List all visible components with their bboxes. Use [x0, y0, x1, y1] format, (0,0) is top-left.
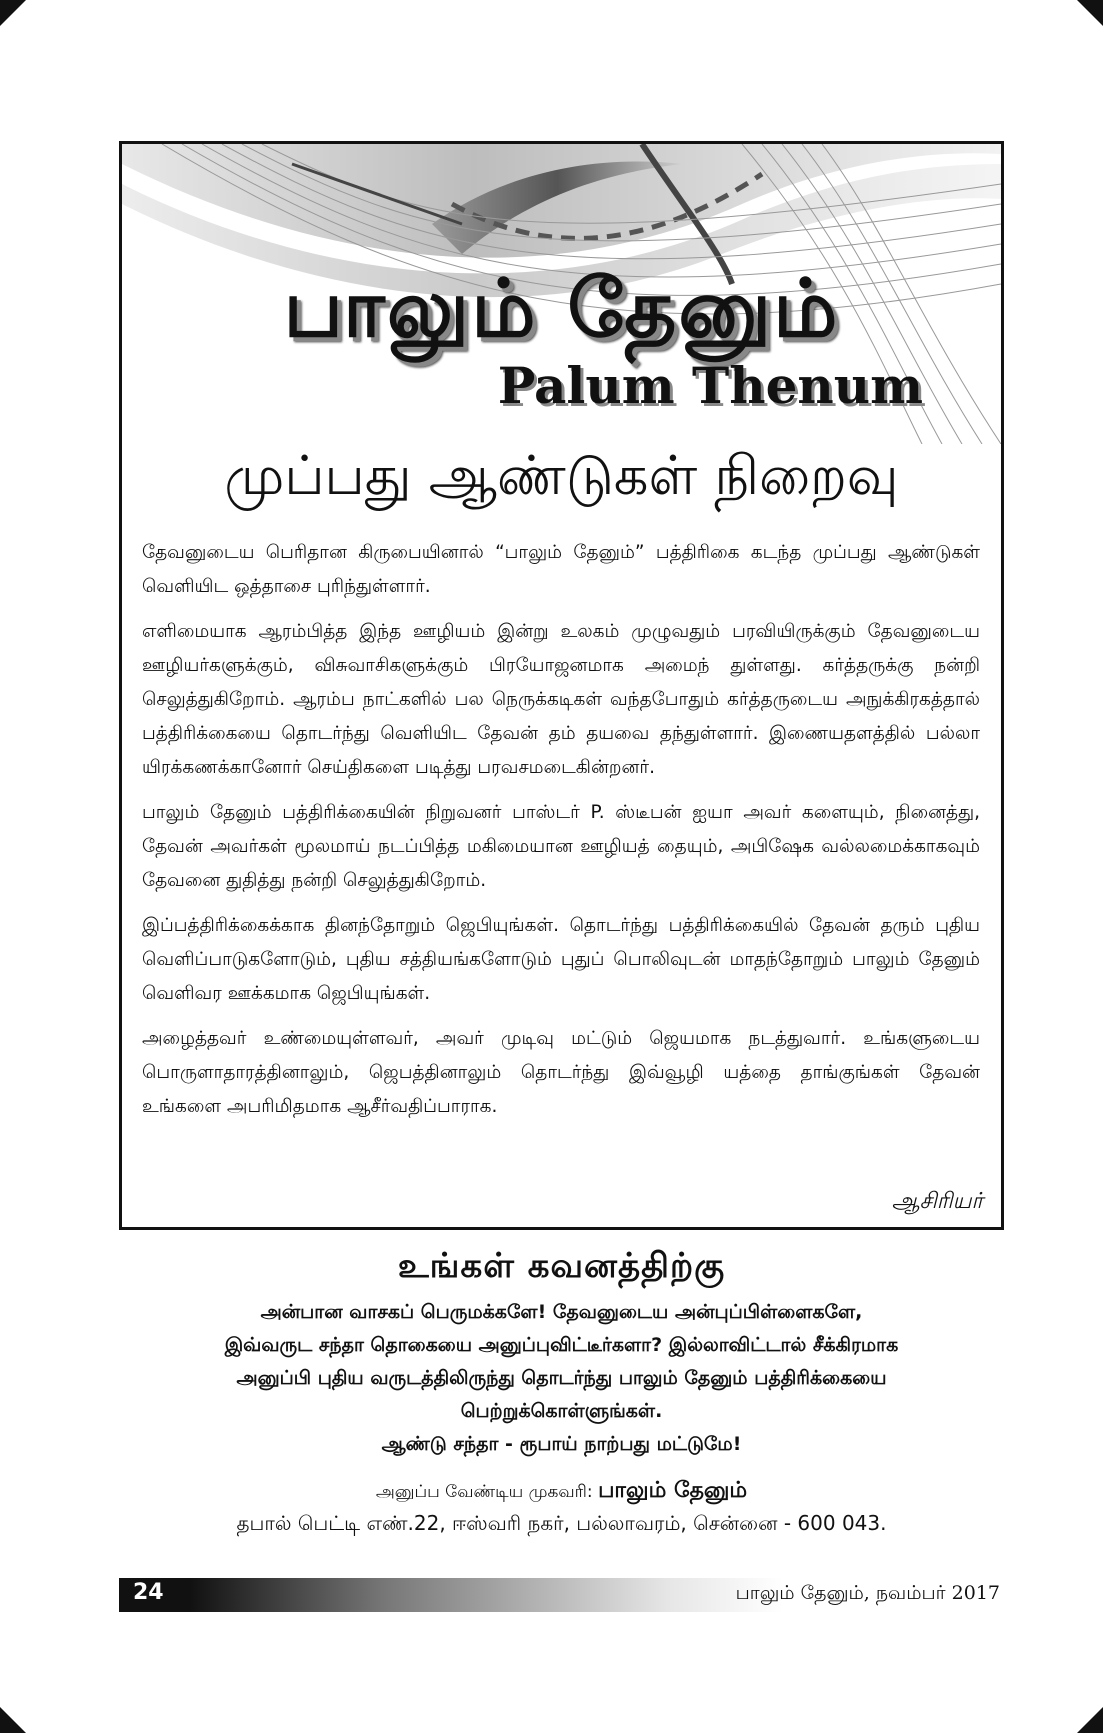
article-body	[142, 536, 980, 1135]
article-paragraph: அழைத்தவர் உண்மையுள்ளவர், அவர் முடிவு மட்டும் ஜெயமாக நடத்துவார். உங்களுடைய பொருளாதாரத்தினாலும், ஜெபத்தினாலும் தொடர்ந்து இவ்வூழி யத்தை தாங்குங்கள் தேவன் உங்களை அபரிமிதமாக ஆசீர்வதிப்பாராக.	[142, 1028, 980, 1117]
notice-line: ஆண்டு சந்தா - ரூபாய் நாற்பது மட்டுமே!	[381, 1433, 742, 1455]
article-paragraph: இப்பத்திரிக்கைக்காக தினந்தோறும் ஜெபியுங்கள். தொடர்ந்து பத்திரிக்கையில் தேவன் தரும் புதிய வெளிப்பாடுகளோடும், புதிய சத்தியங்களோடும் புதுப் பொலிவுடன் மாதந்தோறும் பாலும் தேனும் வெளிவர ஊக்கமாக ஜெபியுங்கள்.	[142, 915, 980, 1004]
corner-mark-bottom-right	[1077, 1707, 1103, 1733]
notice-line: அனுப்பி புதிய வருடத்திலிருந்து தொடர்ந்து பாலும் தேனும் பத்திரிக்கையை	[236, 1367, 887, 1389]
article-paragraph: பாலும் தேனும் பத்திரிக்கையின் நிறுவனர் பாஸ்டர் P. ஸ்டீபன் ஐயா அவர் களையும், நினைத்து, தேவன் அவர்கள் மூலமாய் நடப்பித்த மகிமையான ஊழியத் தையும், அபிஷேக வல்லமைக்காகவும் தேவனை துதித்து நன்றி செலுத்துகிறோம்.	[142, 802, 980, 891]
magazine-title-tamil: பாலும் தேனும்	[283, 262, 840, 355]
page-number: 24	[133, 1580, 164, 1605]
corner-mark-bottom-left	[0, 1707, 26, 1733]
address-name: பாலும் தேனும்	[598, 1478, 748, 1503]
issue-info: பாலும் தேனும், நவம்பர் 2017	[735, 1582, 1000, 1604]
notice-title: உங்கள் கவனத்திற்கு	[397, 1246, 726, 1286]
corner-mark-top-left	[0, 0, 26, 26]
anniversary-subtitle: முப்பது ஆண்டுகள் நிறைவு	[224, 444, 899, 507]
notice-line: பெற்றுக்கொள்ளுங்கள்.	[460, 1400, 663, 1422]
editor-signature: ஆசிரியர்	[891, 1189, 983, 1214]
notice-line: அன்பான வாசகப் பெருமக்களே! தேவனுடைய அன்புப்பிள்ளைகளே,	[260, 1301, 863, 1323]
article-paragraph: எளிமையாக ஆரம்பித்த இந்த ஊழியம் இன்று உலகம் முழுவதும் பரவியிருக்கும் தேவனுடைய ஊழியர்களுக்கும், விசுவாசிகளுக்கும் பிரயோஜனமாக அமைந் துள்ளது. கர்த்தருக்கு நன்றி செலுத்துகிறோம். ஆரம்ப நாட்களில் பல நெருக்கடிகள் வந்தபோதும் கர்த்தருடைய அநுக்கிரகத்தால் பத்திரிக்கையை தொடர்ந்து வெளியிட தேவன் தம் தயவை தந்துள்ளார். இணையதளத்தில் பல்லா யிரக்கணக்கானோர் செய்திகளை படித்து பரவசமடைகின்றனர்.	[142, 621, 980, 778]
subscription-notice	[119, 1246, 1004, 1538]
address-label: அனுப்ப வேண்டிய முகவரி:	[375, 1482, 593, 1502]
corner-mark-top-right	[1077, 0, 1103, 26]
notice-line: இவ்வருட சந்தா தொகையை அனுப்புவிட்டீர்களா? இல்லாவிட்டால் சீக்கிரமாக	[224, 1334, 899, 1356]
page-footer	[119, 1578, 1004, 1612]
article-frame	[119, 141, 1004, 1230]
address-heading	[119, 1475, 1004, 1508]
postal-address: தபால் பெட்டி எண்.22, ஈஸ்வரி நகர், பல்லாவரம், சென்னை - 600 043.	[236, 1511, 887, 1535]
magazine-title-english: Palum Thenum	[497, 356, 923, 415]
article-paragraph: தேவனுடைய பெரிதான கிருபையினால் “பாலும் தேனும்” பத்திரிகை கடந்த முப்பது ஆண்டுகள் வெளியிட ஒத்தாசை புரிந்துள்ளார்.	[142, 542, 980, 597]
